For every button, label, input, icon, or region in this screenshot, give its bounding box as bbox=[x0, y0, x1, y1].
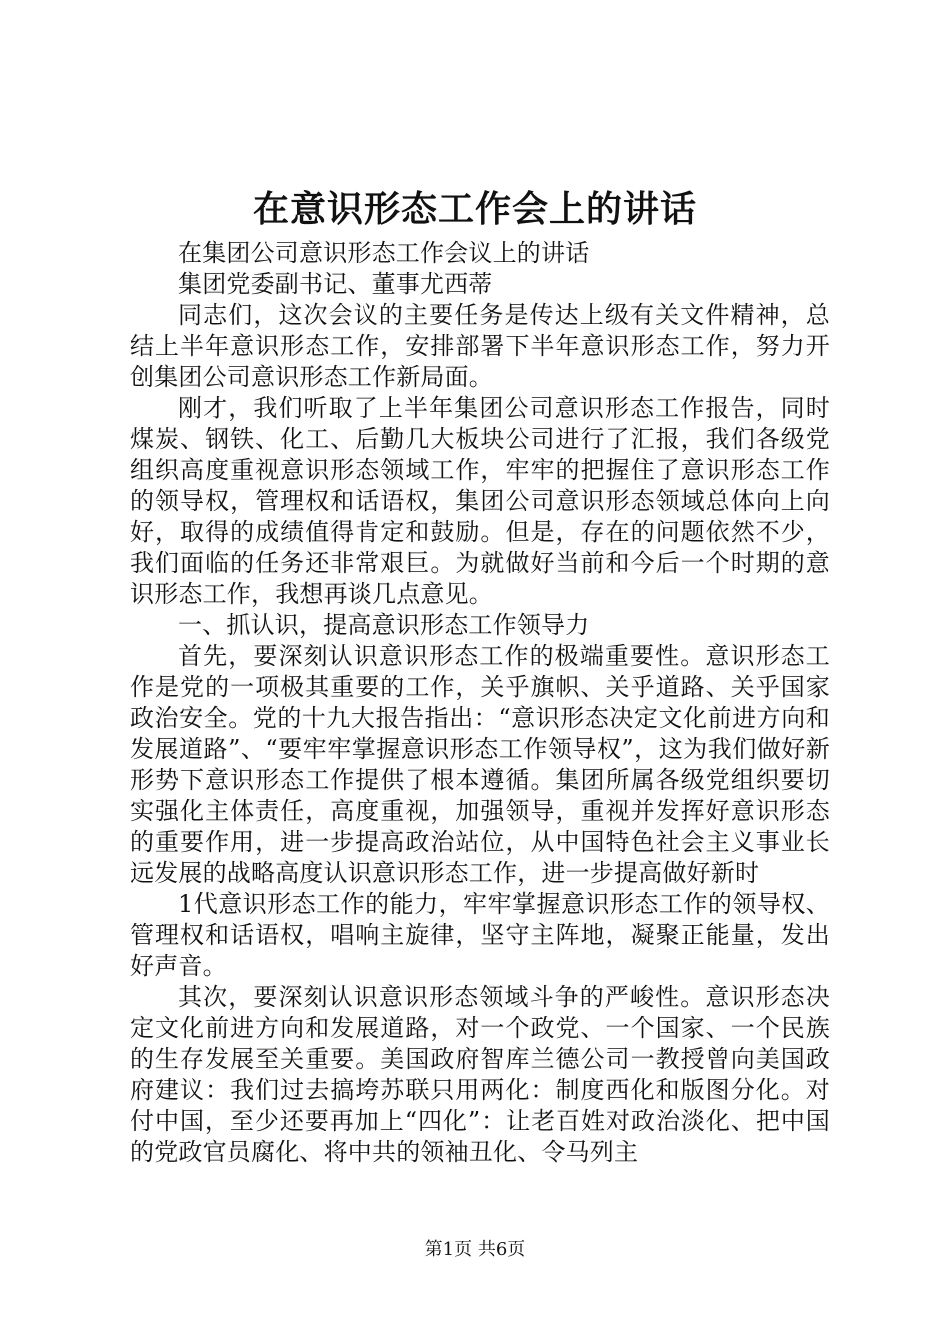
paragraph: 在集团公司意识形态工作会议上的讲话 bbox=[178, 239, 590, 267]
paragraph: 其次，要深刻认识意识形态领域斗争的严峻性。意识形态决定文化前进方向和发展道路，对一个政党、一个国家、一个民族的生存发展至关重要。美国政府智库兰德公司一教授曾向美国政府建议：我们过去搞垮苏联只用两化：制度西化和版图分化。对付中国，至少还要再加上“四化”：让老百姓对政治淡化、把中国的党政官员腐化、将中共的领袖丑化、令马列主 bbox=[130, 983, 830, 1166]
paragraph: 同志们，这次会议的主要任务是传达上级有关文件精神，总结上半年意识形态工作，安排部署下半年意识形态工作，努力开创集团公司意识形态工作新局面。 bbox=[130, 301, 830, 391]
paragraph: 刚才，我们听取了上半年集团公司意识形态工作报告，同时煤炭、钢铁、化工、后勤几大板块公司进行了汇报，我们各级党组织高度重视意识形态领域工作，牢牢的把握住了意识形态工作的领导权，管理权和话语权，集团公司意识形态领域总体向上向好，取得的成绩值得肯定和鼓励。但是，存在的问题依然不少，我们面临的任务还非常艰巨。为就做好当前和今后一个时期的意识形态工作，我想再谈几点意见。 bbox=[130, 394, 830, 608]
paragraph: 集团党委副书记、董事尤西蒂 bbox=[178, 270, 493, 298]
page-footer: 第1页 共6页 bbox=[424, 1239, 526, 1260]
section-heading: 一、抓认识，提高意识形态工作领导力 bbox=[178, 611, 590, 639]
paragraph: 1代意识形态工作的能力，牢牢掌握意识形态工作的领导权、管理权和话语权，唱响主旋律，坚守主阵地，凝聚正能量，发出好声音。 bbox=[130, 890, 830, 980]
document-title: 在意识形态工作会上的讲话 bbox=[252, 188, 697, 230]
paragraph: 首先，要深刻认识意识形态工作的极端重要性。意识形态工作是党的一项极其重要的工作，关乎旗帜、关乎道路、关乎国家政治安全。党的十九大报告指出：“意识形态决定文化前进方向和发展道路”、“要牢牢掌握意识形态工作领导权”，这为我们做好新形势下意识形态工作提供了根本遵循。集团所属各级党组织要切实强化主体责任，高度重视，加强领导，重视并发挥好意识形态的重要作用，进一步提高政治站位，从中国特色社会主义事业长远发展的战略高度认识意识形态工作，进一步提高做好新时 bbox=[130, 642, 830, 887]
document-body bbox=[130, 238, 830, 1168]
